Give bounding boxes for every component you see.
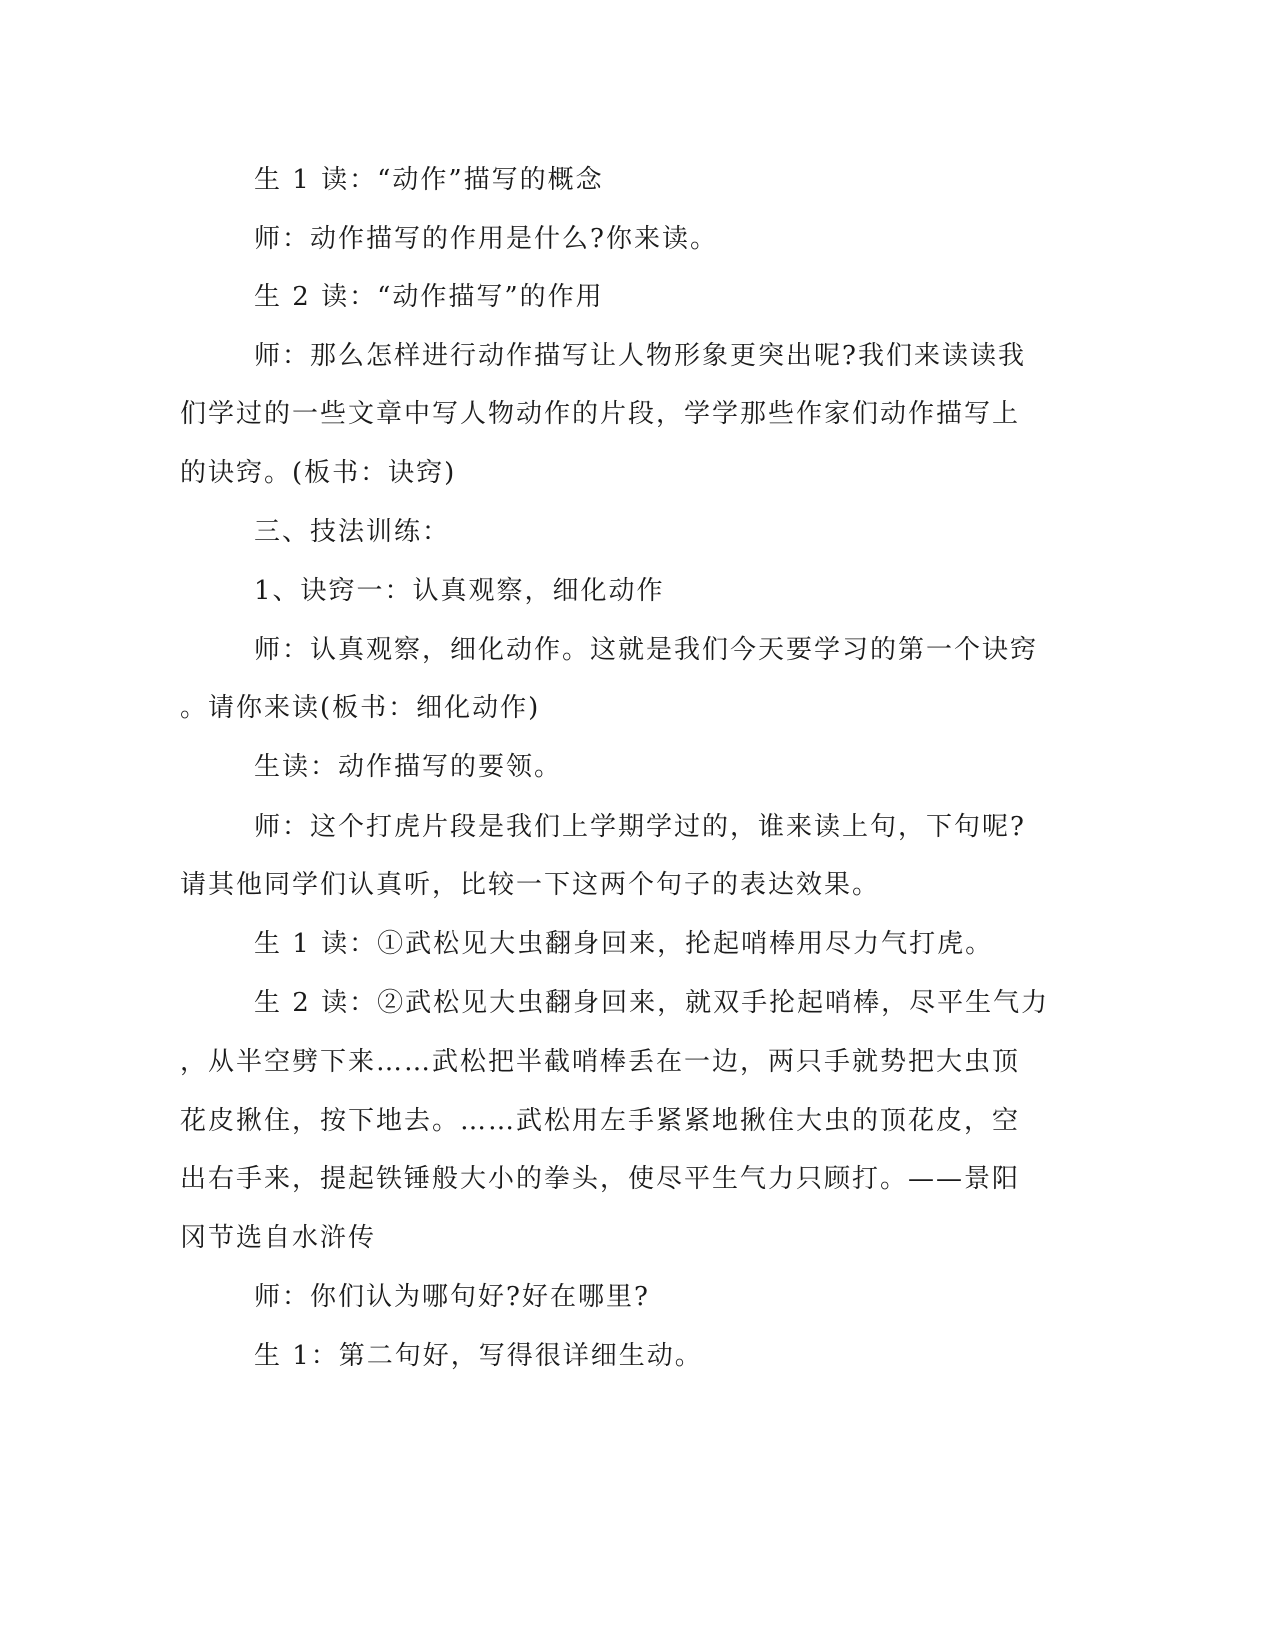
text-line-16: ，从半空劈下来……武松把半截哨棒丢在一边，两只手就势把大虫顶 (180, 1047, 1021, 1077)
text-line-11: 生读：动作描写的要领。 (254, 752, 563, 782)
text-line-3: 生 2 读：“动作描写”的作用 (254, 282, 604, 312)
subsection-heading: 1、诀窍一：认真观察，细化动作 (254, 576, 665, 606)
text-line-10: 。请你来读(板书：细化动作) (180, 693, 541, 723)
text-line-1: 生 1 读：“动作”描写的概念 (254, 165, 604, 195)
text-line-17: 花皮揪住，按下地去。……武松用左手紧紧地揪住大虫的顶花皮，空 (180, 1106, 1021, 1136)
text-line-2: 师：动作描写的作用是什么?你来读。 (254, 224, 718, 254)
text-line-21: 生 1：第二句好，写得很详细生动。 (254, 1341, 703, 1371)
text-line-18: 出右手来，提起铁锤般大小的拳头，使尽平生气力只顾打。——景阳 (180, 1164, 1021, 1194)
text-line-20: 师：你们认为哪句好?好在哪里? (254, 1282, 650, 1312)
text-line-19: 冈节选自水浒传 (180, 1223, 377, 1253)
text-line-4: 师：那么怎样进行动作描写让人物形象更突出呢?我们来读读我 (254, 341, 1026, 371)
text-line-15: 生 2 读：②武松见大虫翻身回来，就双手抡起哨棒，尽平生气力 (254, 988, 1050, 1018)
text-line-14: 生 1 读：①武松见大虫翻身回来，抡起哨棒用尽力气打虎。 (254, 929, 994, 959)
text-line-13: 请其他同学们认真听，比较一下这两个句子的表达效果。 (180, 870, 881, 900)
text-line-12: 师：这个打虎片段是我们上学期学过的，谁来读上句，下句呢? (254, 812, 1026, 842)
section-heading: 三、技法训练： (254, 517, 451, 547)
text-line-6: 的诀窍。(板书：诀窍) (180, 458, 457, 488)
text-line-5: 们学过的一些文章中写人物动作的片段，学学那些作家们动作描写上 (180, 399, 1021, 429)
text-line-9: 师：认真观察，细化动作。这就是我们今天要学习的第一个诀窍 (254, 635, 1039, 665)
